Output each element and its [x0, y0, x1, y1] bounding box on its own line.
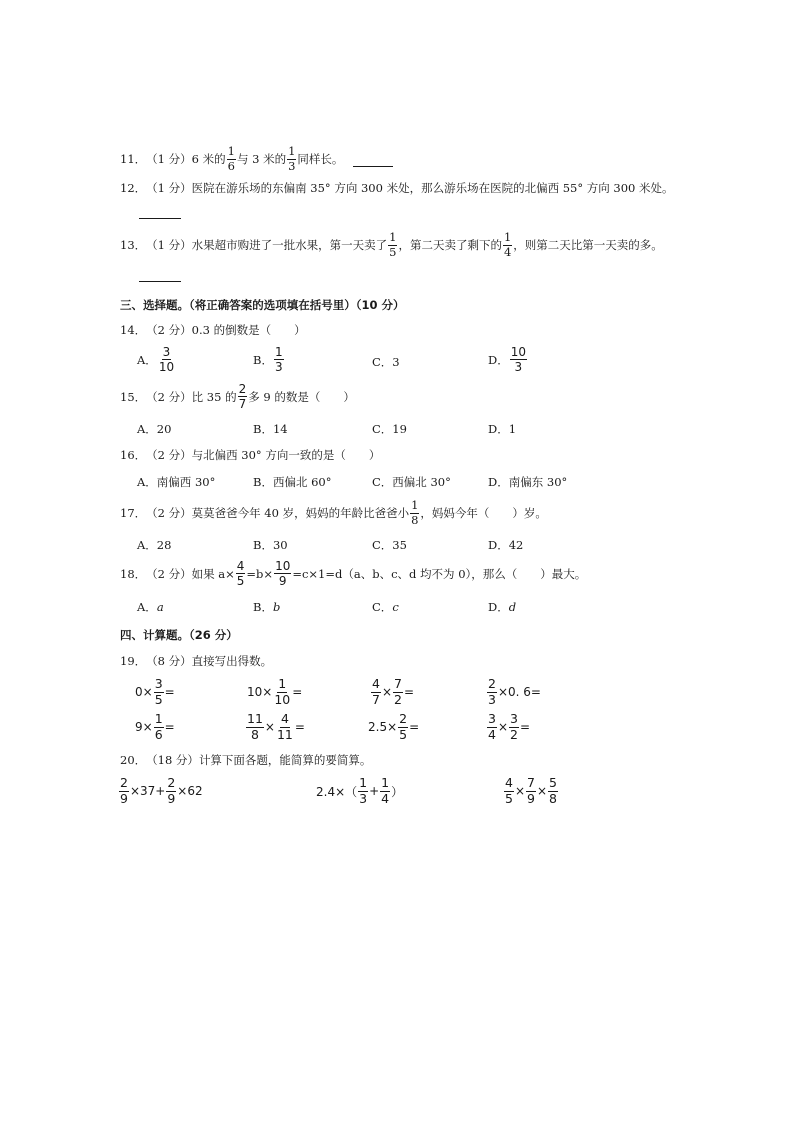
expr: 9× $\frac{1}{6}$ =: [135, 711, 175, 742]
option-a[interactable]: A．南偏西 30°: [137, 475, 216, 489]
option-b[interactable]: B．30: [253, 538, 288, 552]
q-score: （1 分）: [146, 181, 192, 195]
question-11: 11． （1 分） 6 米的 $\frac{1}{6}$ 与 3 米的 $\frac{1}{3}$ 同样长。: [120, 146, 393, 172]
expr: $\frac{11}{8}$ × $\frac{4}{11}$ =: [247, 711, 305, 742]
option-d[interactable]: D．1: [488, 422, 517, 436]
option-c[interactable]: C．西偏北 30°: [372, 475, 451, 489]
question-14: 14． （2 分） 0.3 的倒数是（ ）: [120, 323, 306, 337]
fraction: $\frac{1}{5}$: [389, 230, 397, 259]
fraction: $\frac{3}{10}$: [158, 345, 175, 374]
option-d[interactable]: D．42: [488, 538, 524, 552]
expr: 10× $\frac{1}{10}$ =: [247, 676, 303, 707]
q-number: 12．: [120, 181, 147, 195]
section-heading: 三、选择题。（将正确答案的选项填在括号里）（10 分）: [120, 298, 405, 312]
answer-blank[interactable]: [139, 206, 181, 219]
expr: 0× $\frac{3}{5}$ =: [135, 676, 175, 707]
fraction: $\frac{4}{5}$: [236, 559, 245, 588]
fraction: $\frac{10}{9}$: [275, 559, 291, 588]
option-d[interactable]: D．南偏东 30°: [488, 475, 568, 489]
expr: 2.4×（ $\frac{1}{3}$ + $\frac{1}{4}$ ）: [316, 775, 404, 806]
q-number: 13．: [120, 238, 147, 252]
question-12: [120, 180, 674, 196]
question-16: 16． （2 分） 与北偏西 30° 方向一致的是（ ）: [120, 448, 381, 462]
expr: $\frac{2}{3}$ ×0. 6=: [488, 676, 541, 707]
expr: $\frac{4}{5}$ × $\frac{7}{9}$ × $\frac{5}{8}$: [505, 775, 557, 806]
question-13: 13． （1 分） 水果超市购进了一批水果，第一天卖了 $\frac{1}{5}$ ，第二天卖了剩下的 $\frac{1}{4}$ ，则第二天比第一天卖的多。: [120, 230, 663, 259]
option-b[interactable]: B．14: [253, 422, 288, 436]
q-number: 11．: [120, 152, 147, 166]
fraction: $\frac{2}{7}$: [238, 382, 247, 411]
option-a[interactable]: A． a: [137, 600, 164, 614]
section-heading: 四、计算题。（26 分）: [120, 628, 238, 642]
fraction: $\frac{1}{3}$: [288, 144, 296, 173]
option-d[interactable]: D． d: [488, 600, 517, 614]
expr: 2.5× $\frac{2}{5}$ =: [368, 711, 420, 742]
expr: $\frac{2}{9}$ ×37+ $\frac{2}{9}$ ×62: [120, 775, 203, 806]
option-a[interactable]: A．20: [137, 422, 172, 436]
option-c[interactable]: C．3: [372, 355, 400, 369]
fraction: $\frac{1}{3}$: [274, 345, 283, 374]
option-a[interactable]: A．28: [137, 538, 172, 552]
option-b[interactable]: B．西偏北 60°: [253, 475, 332, 489]
option-b[interactable]: B． b: [253, 600, 281, 614]
fraction: $\frac{1}{6}$: [227, 144, 235, 173]
question-20: 20． （18 分） 计算下面各题，能简算的要简算。: [120, 753, 372, 767]
question-15: 15． （2 分） 比 35 的 $\frac{2}{7}$ 多 9 的数是（ ）: [120, 382, 355, 411]
option-d[interactable]: D． $\frac{10}{3}$: [488, 345, 527, 374]
fraction: $\frac{10}{3}$: [510, 345, 527, 374]
fraction: $\frac{1}{8}$: [411, 498, 419, 527]
option-c[interactable]: C．19: [372, 422, 407, 436]
option-a[interactable]: A． $\frac{3}{10}$: [137, 345, 175, 374]
option-c[interactable]: C． c: [372, 600, 399, 614]
answer-blank[interactable]: [353, 152, 393, 167]
option-c[interactable]: C．35: [372, 538, 407, 552]
fraction: $\frac{1}{4}$: [503, 230, 512, 259]
question-19: 19． （8 分） 直接写出得数。: [120, 654, 273, 668]
expr: $\frac{4}{7}$ × $\frac{7}{2}$ =: [372, 676, 415, 707]
expr: $\frac{3}{4}$ × $\frac{3}{2}$ =: [488, 711, 531, 742]
question-18: 18． （2 分） 如果 a× $\frac{4}{5}$ =b× $\frac{10}{9}$ =c×1=d（a、b、c、d 均不为 0），那么（ ）最大。: [120, 559, 587, 588]
question-17: 17． （2 分） 莫莫爸爸今年 40 岁，妈妈的年龄比爸爸小 $\frac{1}{8}$ ，妈妈今年（ ）岁。: [120, 498, 547, 527]
q-score: （1 分）: [146, 238, 192, 252]
option-b[interactable]: B． $\frac{1}{3}$: [253, 345, 283, 374]
q-text: 医院在游乐场的东偏南 35° 方向 300 米处，那么游乐场在医院的北偏西 55° 方向 300 米处。: [191, 181, 674, 195]
q-score: （1 分）: [146, 152, 192, 166]
answer-blank[interactable]: [139, 269, 181, 282]
